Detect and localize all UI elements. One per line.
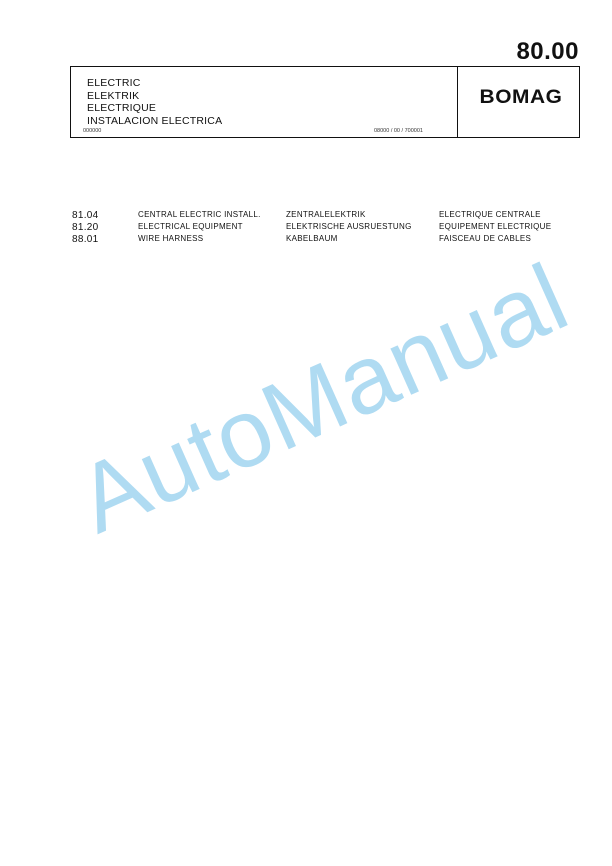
title-spanish: INSTALACION ELECTRICA <box>87 114 223 127</box>
index-title-de: ZENTRALELEKTRIK <box>286 210 366 219</box>
header-divider <box>457 67 458 137</box>
index-title-de: KABELBAUM <box>286 234 338 243</box>
index-number: 81.20 <box>72 222 99 233</box>
bomag-logo: BOMAG <box>479 87 563 108</box>
index-number: 81.04 <box>72 210 99 221</box>
index-title-de: ELEKTRISCHE AUSRUESTUNG <box>286 222 412 231</box>
table-row[interactable] <box>72 222 592 234</box>
watermark: AutoManual <box>62 243 584 554</box>
title-german: ELEKTRIK <box>87 89 140 102</box>
index-title-en: ELECTRICAL EQUIPMENT <box>138 222 243 231</box>
title-english: ELECTRIC <box>87 77 141 89</box>
index-title-fr: FAISCEAU DE CABLES <box>439 234 532 243</box>
table-row[interactable] <box>72 210 592 222</box>
title-french: ELECTRIQUE <box>87 102 157 114</box>
index-number: 88.01 <box>72 234 99 245</box>
doc-code-left: 000000 <box>83 128 102 134</box>
header-titles <box>87 77 222 127</box>
index-title-en: WIRE HARNESS <box>138 234 204 243</box>
section-index-table <box>72 210 592 246</box>
header-box <box>70 66 580 138</box>
index-title-fr: EQUIPEMENT ELECTRIQUE <box>439 222 552 231</box>
section-number: 80.00 <box>516 38 579 65</box>
doc-code-right: 08000 / 00 / 700001 <box>374 128 423 134</box>
table-row[interactable] <box>72 234 592 246</box>
index-title-en: CENTRAL ELECTRIC INSTALL. <box>138 210 261 219</box>
index-title-fr: ELECTRIQUE CENTRALE <box>439 210 541 219</box>
